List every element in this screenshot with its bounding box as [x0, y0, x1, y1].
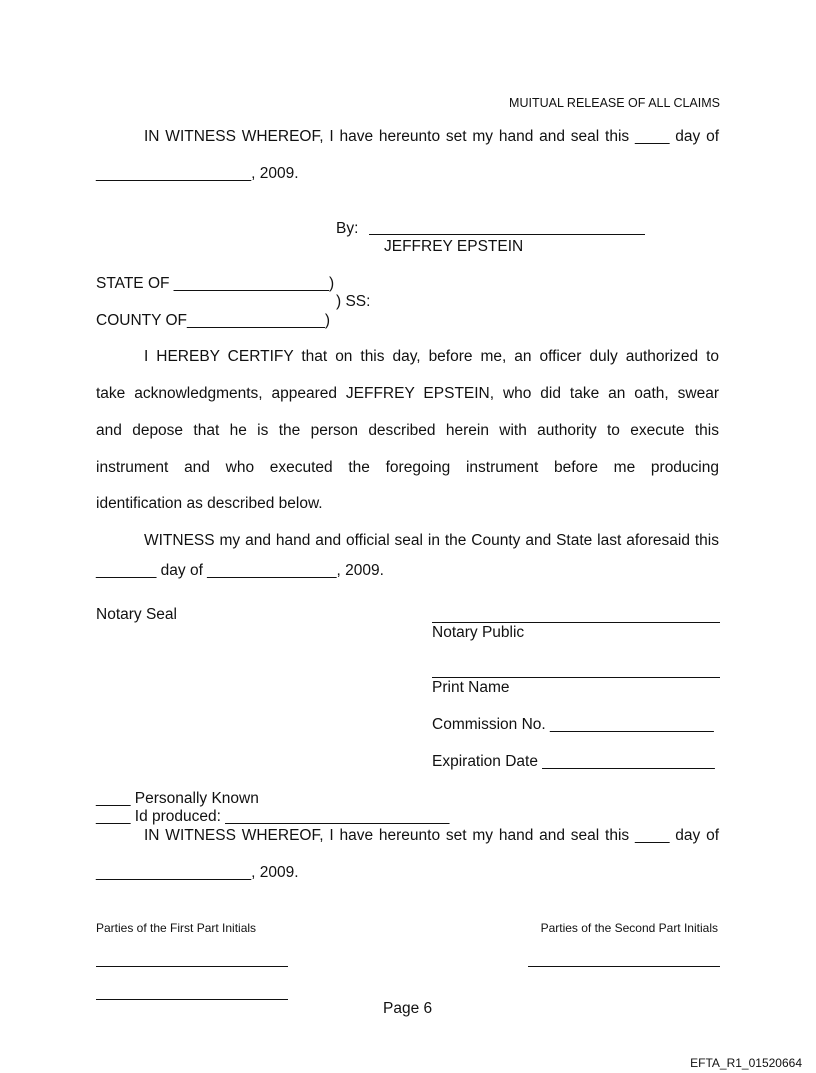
certify-line-5: identification as described below. — [96, 495, 323, 512]
witness-clause-line-2: __________________, 2009. — [96, 165, 299, 182]
commission-number-line: Commission No. ___________________ — [432, 716, 714, 733]
witness-clause-line-1: IN WITNESS WHEREOF, I have hereunto set my hand and seal this ____ day of — [144, 128, 719, 145]
county-of-line: COUNTY OF________________) — [96, 312, 331, 329]
certify-line-1: I HEREBY CERTIFY that on this day, before me, an officer duly authorized to — [144, 348, 719, 365]
notary-witness-line-1: WITNESS my and hand and official seal in the County and State last aforesaid this — [144, 532, 719, 549]
document-header: MUITUAL RELEASE OF ALL CLAIMS — [509, 96, 720, 110]
witness-clause-2-line-2: __________________, 2009. — [96, 864, 299, 881]
print-name-label: Print Name — [432, 679, 510, 696]
document-id: EFTA_R1_01520664 — [690, 1056, 802, 1070]
certify-line-3: and depose that he is the person described herein with authority to execute this — [96, 422, 719, 439]
notary-seal-label: Notary Seal — [96, 606, 177, 623]
witness-clause-2-line-1: IN WITNESS WHEREOF, I have hereunto set my hand and seal this ____ day of — [144, 827, 719, 844]
signer-name: JEFFREY EPSTEIN — [384, 238, 524, 255]
signature-line — [369, 234, 645, 235]
first-part-initials-line-2 — [96, 999, 288, 1000]
personally-known-line: ____ Personally Known — [96, 790, 259, 807]
first-part-initials-line-1 — [96, 966, 288, 967]
print-name-line — [432, 677, 720, 678]
ss-label: ) SS: — [336, 293, 371, 310]
certify-line-2: take acknowledgments, appeared JEFFREY EPSTEIN, who did take an oath, swear — [96, 385, 719, 402]
by-label: By: — [336, 220, 359, 237]
first-part-initials-label: Parties of the First Part Initials — [96, 921, 257, 935]
expiration-date-line: Expiration Date ____________________ — [432, 753, 715, 770]
id-produced-line: ____ Id produced: __________________________ — [96, 808, 450, 825]
notary-witness-line-2: _______ day of _______________, 2009. — [96, 562, 384, 579]
certify-line-4: instrument and who executed the foregoing instrument before me producing — [96, 459, 719, 476]
second-part-initials-line — [528, 966, 720, 967]
notary-signature-line — [432, 622, 720, 623]
state-of-line: STATE OF __________________) — [96, 275, 335, 292]
notary-public-label: Notary Public — [432, 624, 525, 641]
page-number: Page 6 — [383, 1000, 433, 1017]
second-part-initials-label: Parties of the Second Part Initials — [540, 921, 718, 935]
